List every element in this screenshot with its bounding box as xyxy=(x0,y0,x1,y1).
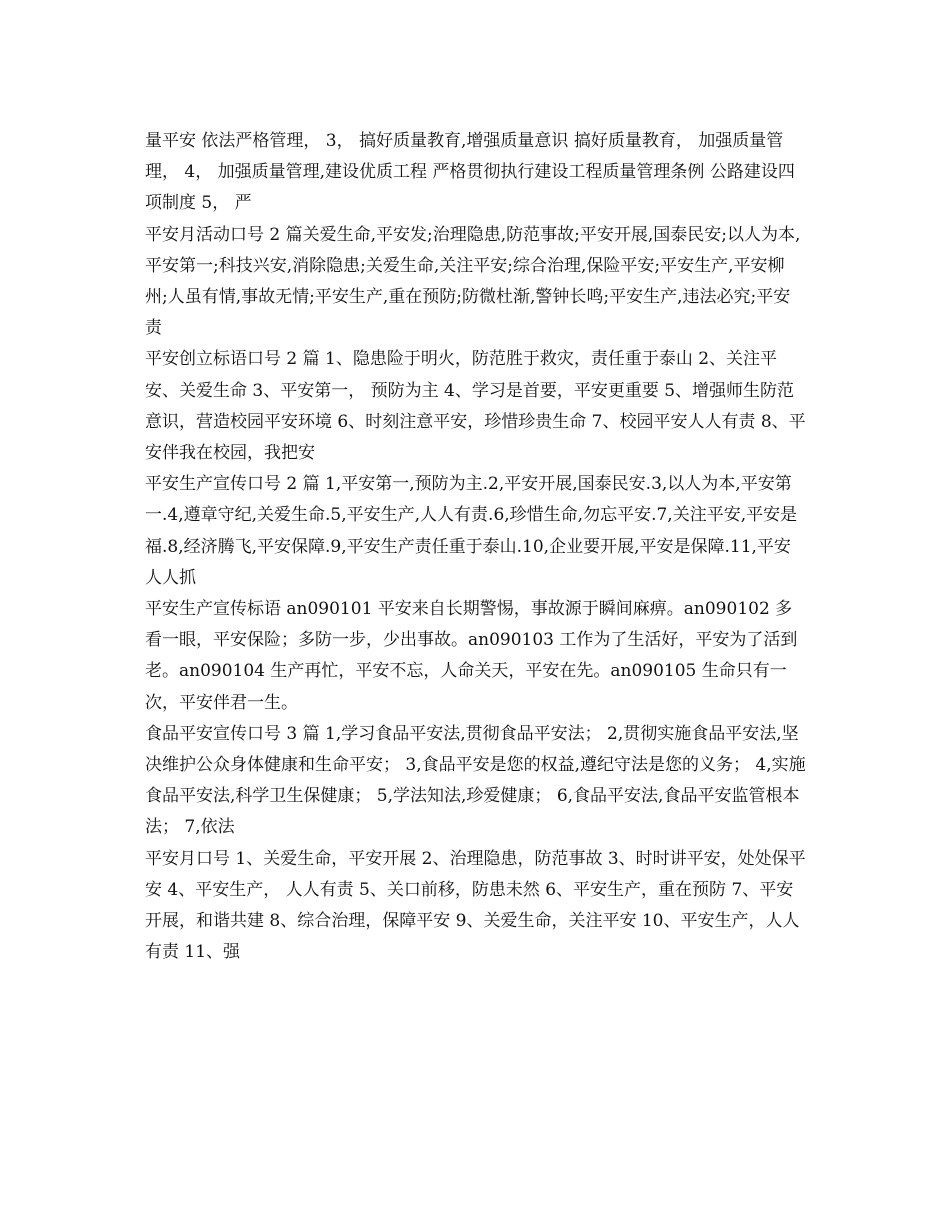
paragraph-safety-month-slogans: 平安月活动口号 2 篇关爱生命,平安发;治理隐患,防范事故;平安开展,国泰民安;以人为本,平安第一;科技兴安,消除隐患;关爱生命,关注平安;综合治理,保险平安;平安生产,平安柳州;人虽有情,事故无情;平安生产,重在预防;防微杜渐,警钟长鸣;平安生产,违法必究;平安责 xyxy=(145,224,801,339)
paragraph-safety-production-banners: 平安生产宣传标语 an090101 平安来自长期警惕，事故源于瞬间麻痹。an090102 多看一眼，平安保险；多防一步，少出事故。an090103 工作为了生活好，平安为了活到老。an090104 生产再忙，平安不忘，人命关天，平安在先。an090105 生命只有一次，平安伴君一生。 xyxy=(145,599,798,713)
paragraph-quality-management: 量平安 依法严格管理， 3， 搞好质量教育,增强质量意识 搞好质量教育， 加强质量管理， 4， 加强质量管理,建设优质工程 严格贯彻执行建设工程质量管理条例 公路建设四项制度 5， 严 xyxy=(145,131,795,214)
paragraph-safety-production-slogans: 平安生产宣传口号 2 篇 1,平安第一,预防为主.2,平安开展,国泰民安.3,以人为本,平安第一.4,遵章守纪,关爱生命.5,平安生产,人人有责.6,珍惜生命,勿忘平安.7,关注平安,平安是福.8,经济腾飞,平安保障.9,平安生产责任重于泰山.10,企业要开展,平安是保障.11,平安人人抓 xyxy=(145,474,798,588)
paragraph-safety-month-list: 平安月口号 1、关爱生命，平安开展 2、治理隐患，防范事故 3、时时讲平安，处处保平安 4、平安生产， 人人有责 5、关口前移，防患未然 6、平安生产，重在预防 7、平安开展，和谐共建 8、综合治理，保障平安 9、关爱生命，关注平安 10、平安生产，人人有责 11、强 xyxy=(145,848,806,963)
paragraph-food-safety-slogans: 食品平安宣传口号 3 篇 1,学习食品平安法,贯彻食品平安法； 2,贯彻实施食品平安法,坚决维护公众身体健康和生命平安； 3,食品平安是您的权益,遵纪守法是您的义务； 4,实施食品平安法,科学卫生保健康； 5,学法知法,珍爱健康； 6,食品平安法,食品平安监管根本法； 7,依法 xyxy=(145,723,806,838)
paragraph-safety-creation-slogans: 平安创立标语口号 2 篇 1、隐患险于明火，防范胜于救灾，责任重于泰山 2、关注平安、关爱生命 3、平安第一， 预防为主 4、学习是首要，平安更重要 5、增强师生防范意识，营造校园平安环境 6、时刻注意平安，珍惜珍贵生命 7、校园平安人人有责 8、平安伴我在校园，我把安 xyxy=(145,349,806,464)
